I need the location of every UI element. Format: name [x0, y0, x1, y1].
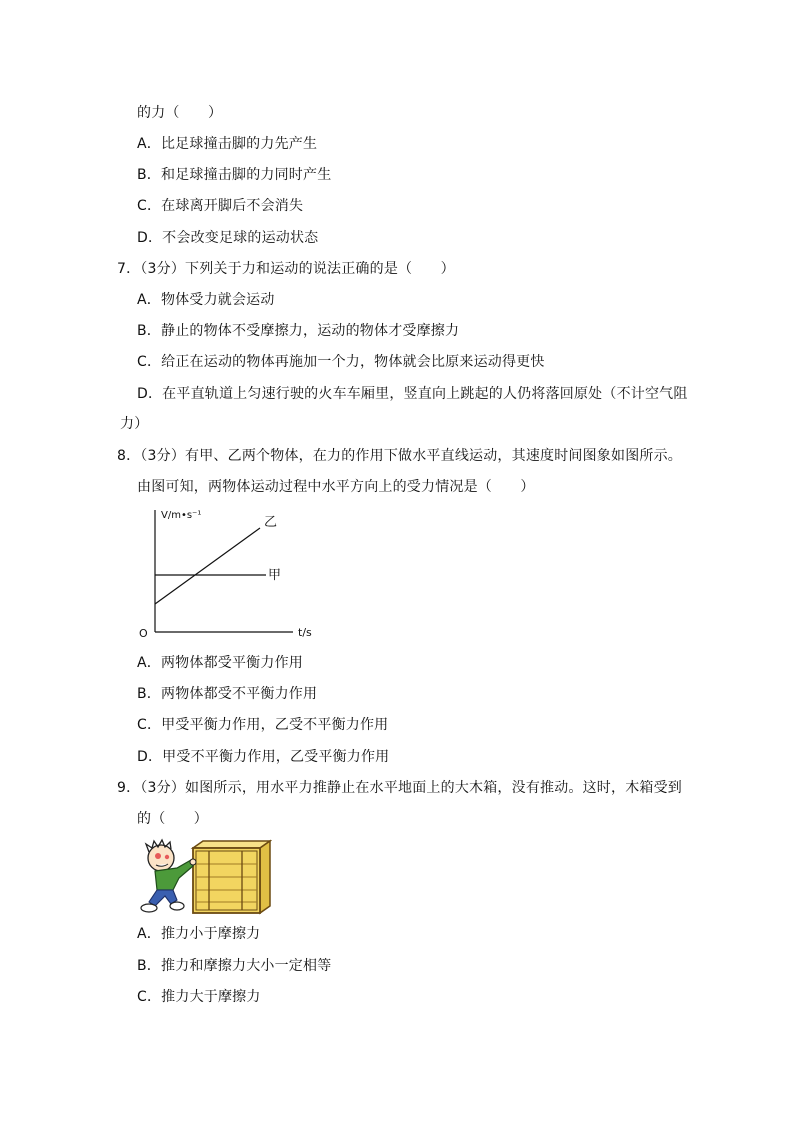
q9-stem: 9．（3分）如图所示，用水平力推静止在水平地面上的大木箱，没有推动。这时，木箱受到 [117, 780, 683, 796]
boy-figure [141, 840, 196, 912]
q6-stem-continued: 的力（ ） [137, 105, 223, 121]
q8-option-c: C．甲受平衡力作用，乙受不平衡力作用 [137, 717, 389, 733]
q9-option-a: A．推力小于摩擦力 [137, 926, 261, 942]
line-yi-label: 乙 [264, 515, 278, 530]
origin-label: O [139, 627, 148, 640]
q6-option-a: A．比足球撞击脚的力先产生 [137, 136, 318, 152]
q7-option-d: D．在平直轨道上匀速行驶的火车车厢里，竖直向上跳起的人仍将落回原处（不计空气阻 [137, 386, 688, 402]
wooden-box [193, 841, 270, 913]
velocity-time-graph [138, 505, 338, 650]
x-axis-label: t/s [298, 626, 312, 639]
q8-option-b: B．两物体都受不平衡力作用 [137, 686, 318, 702]
q8-stem: 8．（3分）有甲、乙两个物体，在力的作用下做水平直线运动，其速度时间图象如图所示。 [117, 448, 683, 464]
boy-pushing-box-illustration [137, 838, 272, 916]
q6-option-c: C．在球离开脚后不会消失 [137, 198, 304, 214]
q9-stem-continued: 的（ ） [137, 811, 208, 827]
q9-option-c: C．推力大于摩擦力 [137, 989, 261, 1005]
q7-option-c: C．给正在运动的物体再施加一个力，物体就会比原来运动得更快 [137, 354, 545, 370]
y-axis-label: V/m•s⁻¹ [161, 510, 202, 521]
q7-option-d-continued: 力） [120, 416, 149, 432]
q7-option-b: B．静止的物体不受摩擦力，运动的物体才受摩擦力 [137, 323, 460, 339]
q8-option-d: D．甲受不平衡力作用，乙受平衡力作用 [137, 749, 390, 765]
q7-option-a: A．物体受力就会运动 [137, 292, 275, 308]
q8-stem-continued: 由图可知，两物体运动过程中水平方向上的受力情况是（ ） [137, 479, 535, 495]
q9-option-b: B．推力和摩擦力大小一定相等 [137, 958, 332, 974]
q8-option-a: A．两物体都受平衡力作用 [137, 655, 303, 671]
q7-stem: 7．（3分）下列关于力和运动的说法正确的是（ ） [117, 261, 455, 277]
q6-option-d: D．不会改变足球的运动状态 [137, 230, 319, 246]
q6-option-b: B．和足球撞击脚的力同时产生 [137, 167, 332, 183]
line-jia-label: 甲 [268, 568, 282, 583]
line-yi [155, 528, 260, 604]
